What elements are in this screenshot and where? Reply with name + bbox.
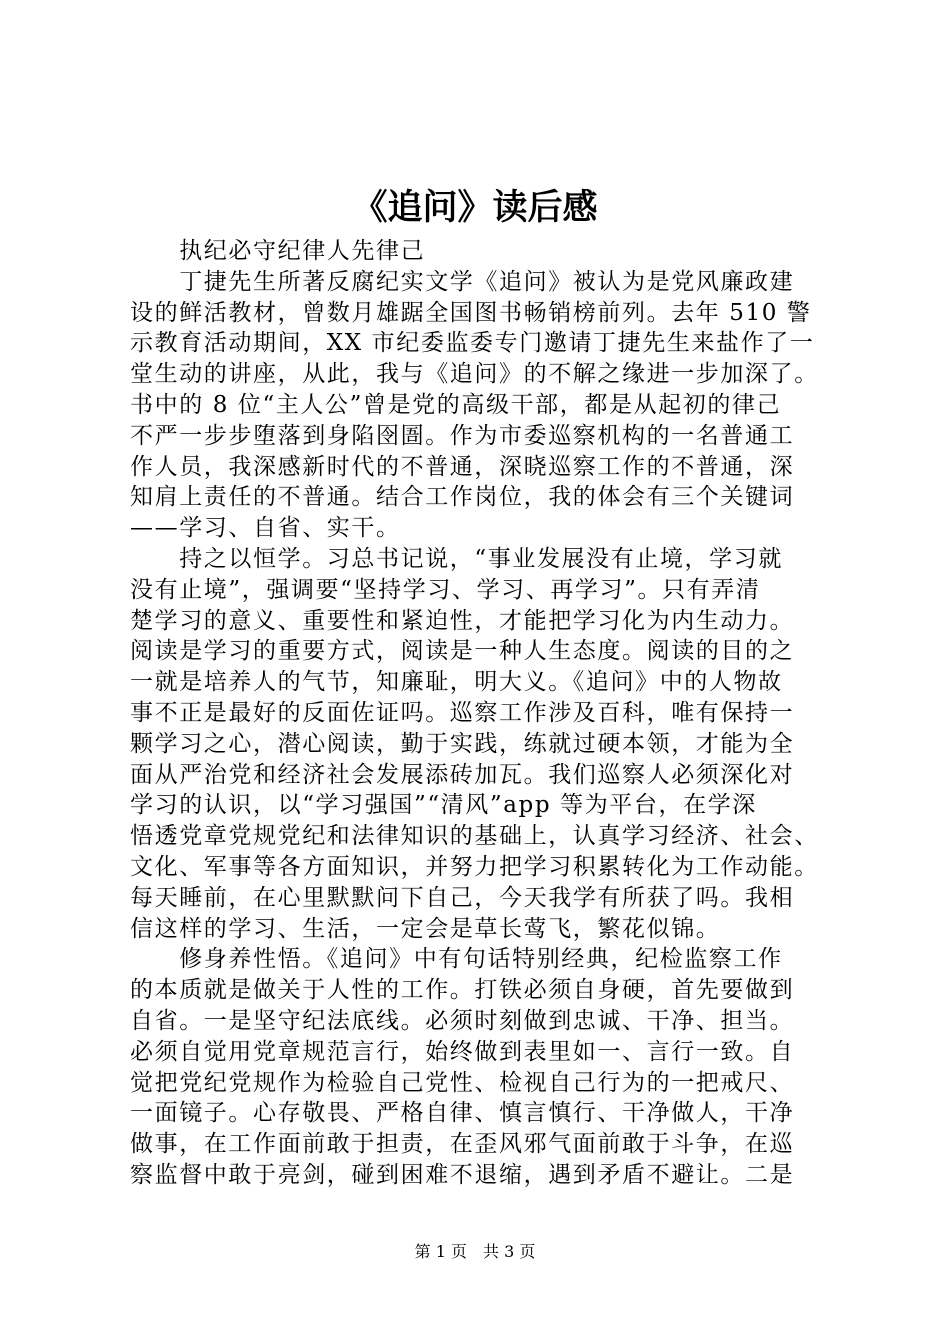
text-line: 丁捷先生所著反腐纪实文学《追问》被认为是党风廉政建: [130, 268, 795, 295]
text-line: 察监督中敢于亮剑，碰到困难不退缩，遇到矛盾不避让。二是: [130, 1161, 795, 1188]
text-line: 每天睡前，在心里默默问下自己，今天我学有所获了吗。我相: [130, 884, 795, 911]
text-line: 自省。一是坚守纪法底线。必须时刻做到忠诚、干净、担当。: [130, 1007, 795, 1034]
document-body: [130, 236, 832, 1191]
text-line: 觉把党纪党规作为检验自己党性、检视自己行为的一把戒尺、: [130, 1069, 795, 1096]
text-line: 学习的认识，以“学习强国”“清风”app 等为平台，在学深: [130, 792, 757, 819]
text-line: 堂生动的讲座，从此，我与《追问》的不解之缘进一步加深了。: [130, 361, 819, 388]
text-line: 执纪必守纪律人先律己: [130, 238, 426, 264]
text-line: 阅读是学习的重要方式，阅读是一种人生态度。阅读的目的之: [130, 638, 795, 665]
text-line: 必须自觉用党章规范言行，始终做到表里如一、言行一致。自: [130, 1038, 795, 1065]
page-footer: 第 1 页 共 3 页: [414, 1242, 536, 1261]
text-line: 书中的 8 位“主人公”曾是党的高级干部，都是从起初的律己: [130, 391, 782, 418]
text-line: 做事，在工作面前敢于担责，在歪风邪气面前敢于斗争，在巡: [130, 1131, 795, 1158]
text-line: 示教育活动期间，XX 市纪委监委专门邀请丁捷先生来盐作了一: [130, 330, 815, 357]
text-line: 颗学习之心，潜心阅读，勤于实践，练就过硬本领，才能为全: [130, 730, 795, 757]
document-title: 《追问》读后感: [352, 187, 598, 228]
text-line: 事不正是最好的反面佐证吗。巡察工作涉及百科，唯有保持一: [130, 699, 795, 726]
text-line: 面从严治党和经济社会发展添砖加瓦。我们巡察人必须深化对: [130, 761, 795, 788]
text-line: ——学习、自省、实干。: [130, 515, 401, 542]
text-line: 信这样的学习、生活，一定会是草长莺飞，繁花似锦。: [130, 915, 721, 942]
text-line: 设的鲜活教材，曾数月雄踞全国图书畅销榜前列。去年 510 警: [130, 299, 812, 326]
text-line: 持之以恒学。习总书记说，“事业发展没有止境，学习就: [130, 545, 783, 572]
text-line: 悟透党章党规党纪和法律知识的基础上，认真学习经济、社会、: [130, 823, 819, 850]
text-line: 文化、军事等各方面知识，并努力把学习积累转化为工作动能。: [130, 853, 819, 880]
text-line: 修身养性悟。《追问》中有句话特别经典，纪检监察工作: [130, 946, 783, 973]
text-line: 没有止境”，强调要“坚持学习、学习、再学习”。只有弄清: [130, 576, 761, 603]
text-line: 的本质就是做关于人性的工作。打铁必须自身硬，首先要做到: [130, 977, 795, 1004]
text-line: 楚学习的意义、重要性和紧迫性，才能把学习化为内生动力。: [130, 607, 795, 634]
text-line: 不严一步步堕落到身陷囹圄。作为市委巡察机构的一名普通工: [130, 422, 795, 449]
text-line: 知肩上责任的不普通。结合工作岗位，我的体会有三个关键词: [130, 484, 795, 511]
text-line: 作人员，我深感新时代的不普通，深晓巡察工作的不普通，深: [130, 453, 795, 480]
text-line: 一面镜子。心存敬畏、严格自律、慎言慎行、干净做人，干净: [130, 1100, 795, 1127]
text-line: 一就是培养人的气节，知廉耻，明大义。《追问》中的人物故: [130, 669, 783, 696]
